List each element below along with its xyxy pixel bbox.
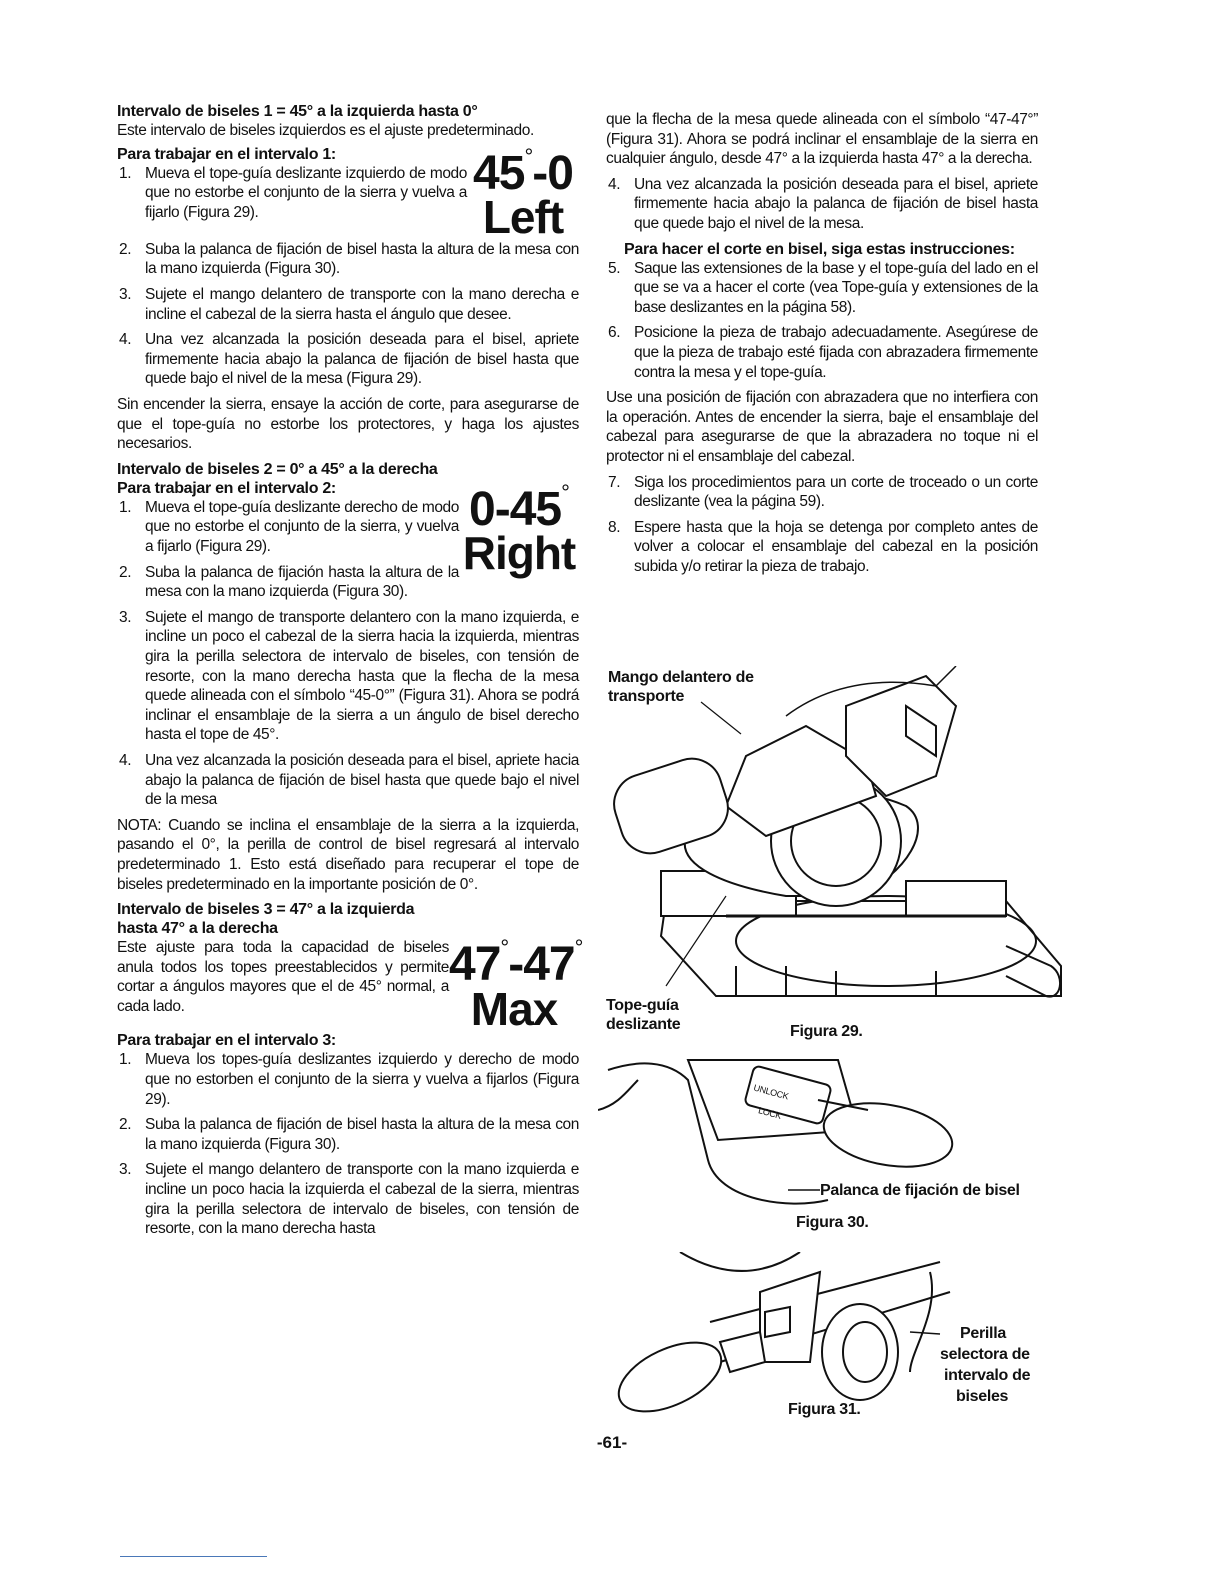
left-column [117,102,583,1245]
range2-title: Intervalo de biseles 2 = 0° a 45° a la derecha [117,460,438,478]
range1-subtitle: Para trabajar en el intervalo 1: [117,145,336,163]
bevel-steps-a [606,259,1038,383]
range3-intro: Este ajuste para toda la capacidad de biseles anula todos los topes preestablecidos y permite cortar a ángulos mayores que el de 45° normal, a cada lado. [117,939,449,1015]
list-item: 6. Posicione la pieza de trabajo adecuadamente. Asegúrese de que la pieza de trabajo esté fijada con abrazadera firmemente contra la mesa y el tope-guía. [608,324,1038,381]
list-item: 2. Suba la palanca de fijación de bisel hasta la altura de la mesa con la mano izquierda (Figura 30). [119,240,579,278]
fig31-label-c: intervalo de [944,1367,1031,1384]
range1-block [117,143,579,244]
range3-subtitle: Para trabajar en el intervalo 3: [117,1032,336,1050]
range1-title: Intervalo de biseles 1 = 45° a la izquierda hasta 0° [117,103,478,120]
continued-text: que la flecha de la mesa quede alineada con el símbolo “47-47°” (Figura 31). Ahora se podrá inclinar el ensamblaje de la sierra en cualquier ángulo, desde 47° a la izquierda hasta 47° a la derecha. [606,111,1038,168]
list-item: 1. Mueva el tope-guía deslizante izquierdo de modo que no estorbe el conjunto de la sierra y vuelva a fijarlo (Figura 29). [119,164,467,221]
range1-intro: Este intervalo de biseles izquierdos es el ajuste predeterminado. [117,122,534,139]
fig29-label-handle-b: transporte [608,688,685,705]
fig30-label-lever: Palanca de fijación de bisel [820,1182,1020,1199]
list-item: 2. Suba la palanca de fijación hasta la altura de la mesa con la mano izquierda (Figura 30). [119,563,459,601]
fig29-label-fence-b: deslizante [606,1016,681,1033]
miter-saw-illustration [606,666,1076,1046]
bevel-lock-lever-illustration [598,1050,1068,1240]
list-item: 5. Saque las extensiones de la base y el tope-guía del lado en el que se va a hacer el corte (vea Tope-guía y extensiones de la base deslizantes en la página 58). [608,259,1038,316]
range2-steps [117,608,579,810]
list-item: 8. Espere hasta que la hoja se detenga por completo antes de volver a colocar el ensamblaje del cabezal en la posición subida y/o retirar la pieza de trabajo. [608,518,1038,575]
range3-title-b: hasta 47° a la derecha [117,920,278,938]
list-item: 3. Sujete el mango delantero de transporte con la mano derecha e incline el cabezal de la sierra hasta el ángulo que desee. [119,286,579,323]
range3-title-a: Intervalo de biseles 3 = 47° a la izquierda [117,901,415,919]
range3-badge-word: Max [470,982,558,1035]
list-item: 7. Siga los procedimientos para un corte de troceado o un corte deslizante (vea la página 59). [608,473,1038,511]
range2-block [117,479,579,608]
list-item: 4. Una vez alcanzada la posición deseada para el bisel, apriete firmemente hacia abajo la palanca de fijación de bisel hasta que quede bajo el nivel de la mesa. [608,175,1038,232]
range1-note: Sin encender la sierra, ensaye la acción de corte, para asegurarse de que el tope-guía no estorbe los protectores, y haga los ajustes necesarios. [117,396,579,453]
fig30-caption: Figura 30. [796,1214,869,1231]
range1-steps-short [117,164,467,223]
fig31-label-a: Perilla [960,1325,1006,1342]
figure-31 [610,1252,1060,1432]
range2-badge: 0-45° Right [459,487,579,576]
range3-steps [117,1050,579,1238]
list-item: 3. Sujete el mango delantero de transporte con la mano izquierda e incline un poco hacia la izquierda el cabezal de la sierra, mientras gira la perilla selectora de intervalo de biseles, con tensión de resorte, con la mano derecha hasta [119,1161,579,1238]
fig29-caption: Figura 29. [790,1023,863,1040]
figure-30 [598,1050,1068,1240]
list-item: 4. Una vez alcanzada la posición deseada para el bisel, apriete firmemente hacia abajo la palanca de fijación de bisel hasta que quede bajo el nivel de la mesa (Figura 29). [119,331,579,388]
list-item: 1. Mueva los topes-guía deslizantes izquierdo y derecho de modo que no estorben el conjunto de la sierra y vuelva a fijarlos (Figura 29). [119,1051,579,1108]
list-item: 3. Sujete el mango de transporte delantero con la mano izquierda, e incline un poco el cabezal de la sierra hacia la izquierda, mientras gira la perilla selectora de intervalo de biseles, con tensión de resorte, con la mano derecha hasta que la flecha de la mesa quede alineada con el símbolo “45-0°” (Figura 31). Ahora se podrá inclinar el ensamblaje de la sierra a un ángulo de bisel derecho hasta el tope de 45°. [119,608,579,744]
page-number: -61- [596,1433,628,1452]
bevel-steps-b [606,473,1038,577]
range1-badge: 45°-0 Left [467,151,579,240]
fig31-label-d: biseles [956,1388,1009,1405]
range2-subtitle: Para trabajar en el intervalo 2: [117,479,336,497]
clamp-note: Use una posición de fijación con abrazadera que no interfiera con la operación. Antes de encender la sierra, baje el ensamblaje del cabezal para asegurarse de que la abrazadera no toque ni el protector ni el ensamblaje del cabezal. [606,389,1038,465]
fig29-label-handle-a: Mango delantero de [608,669,754,686]
range1-badge-word: Left [482,191,564,244]
bevel-cut-title: Para hacer el corte en bisel, siga estas instrucciones: [624,240,1015,258]
fig30-knob-text-a: UNLOCK [752,1082,790,1102]
range1-steps [117,240,579,389]
range2-badge-word: Right [462,527,576,580]
list-item: 4. Una vez alcanzada la posición deseada para el bisel, apriete hacia abajo la palanca de fijación de bisel hasta que quede bajo el nivel de la mesa [119,751,579,809]
list-item: 1. Mueva el tope-guía deslizante derecho de modo que no estorbe el conjunto de la sierra, y vuelva a fijarlo (Figura 29). [119,498,459,555]
fig30-knob-text-b: LOCK [757,1105,783,1121]
right-column [606,110,1038,582]
fig31-caption: Figura 31. [788,1401,861,1418]
fig31-label-b: selectora de [940,1346,1030,1363]
list-item: 2. Suba la palanca de fijación de bisel hasta la altura de la mesa con la mano izquierda (Figura 30). [119,1116,579,1153]
figure-29 [606,666,1076,1046]
range2-note: NOTA: Cuando se inclina el ensamblaje de la sierra a la izquierda, pasando el 0°, la perilla de control de bisel regresará al intervalo predeterminado 1. Esto está diseñado para recuperar el tope de biseles predeterminado en la importante posición de 0°. [117,816,579,893]
range3-block [117,935,583,1035]
fig29-label-fence-a: Tope-guía [606,997,679,1014]
footer-divider [120,1556,267,1557]
range3-badge: 47°-47° Max [449,935,583,1035]
